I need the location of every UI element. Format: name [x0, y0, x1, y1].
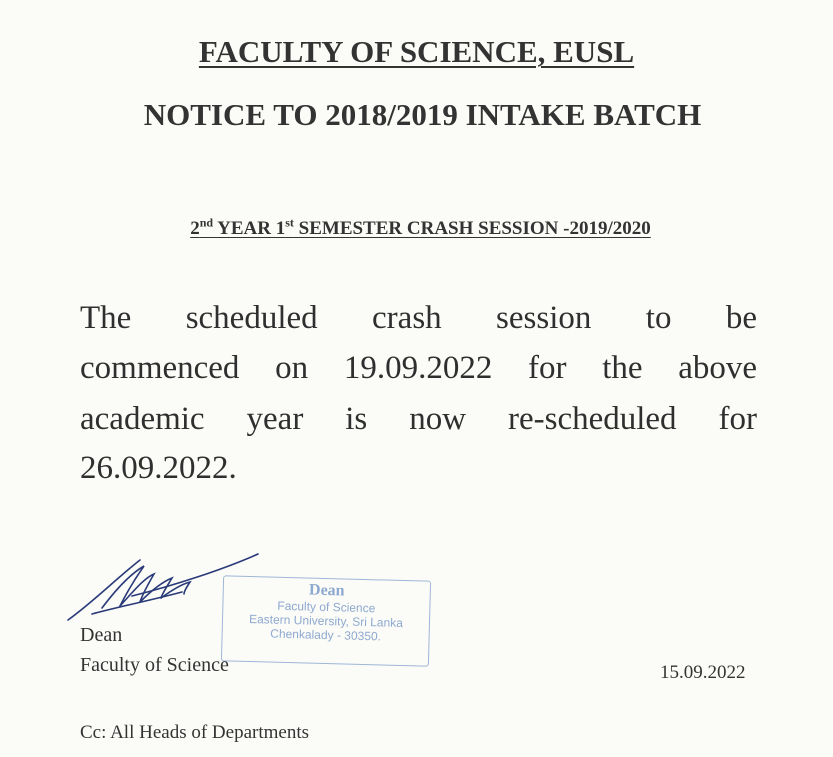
- official-stamp: [221, 575, 431, 666]
- body-line-1: The scheduled crash session to be: [80, 300, 757, 336]
- session-heading-text: [190, 218, 651, 239]
- notice-title: NOTICE TO 2018/2019 INTAKE BATCH: [143, 97, 702, 132]
- cc-line: Cc: All Heads of Departments: [80, 722, 310, 743]
- stamp-line-1: Faculty of Science: [277, 598, 376, 616]
- session-year-suffix: nd: [199, 216, 214, 230]
- signatory-unit: Faculty of Science: [80, 654, 229, 676]
- session-year-number: 2: [190, 218, 200, 240]
- session-heading: [0, 216, 833, 240]
- session-rest: SEMESTER CRASH SESSION -2019/2020: [293, 218, 651, 240]
- notice-date: 15.09.2022: [660, 662, 746, 683]
- signatory-title: Dean: [80, 624, 123, 646]
- stamp-line-2: Eastern University, Sri Lanka: [248, 611, 404, 631]
- body-line-4: 26.09.2022.: [80, 450, 237, 486]
- session-semester-number: YEAR 1: [213, 218, 286, 240]
- body-line-3: academic year is now re-scheduled for: [80, 401, 757, 437]
- stamp-line-3: Chenkalady - 30350.: [270, 626, 382, 644]
- body-line-2: commenced on 19.09.2022 for the above: [80, 350, 757, 386]
- session-semester-suffix: st: [285, 216, 294, 230]
- faculty-title-text: FACULTY OF SCIENCE, EUSL: [198, 34, 635, 69]
- stamp-title: Dean: [308, 581, 345, 600]
- faculty-title: [0, 34, 833, 70]
